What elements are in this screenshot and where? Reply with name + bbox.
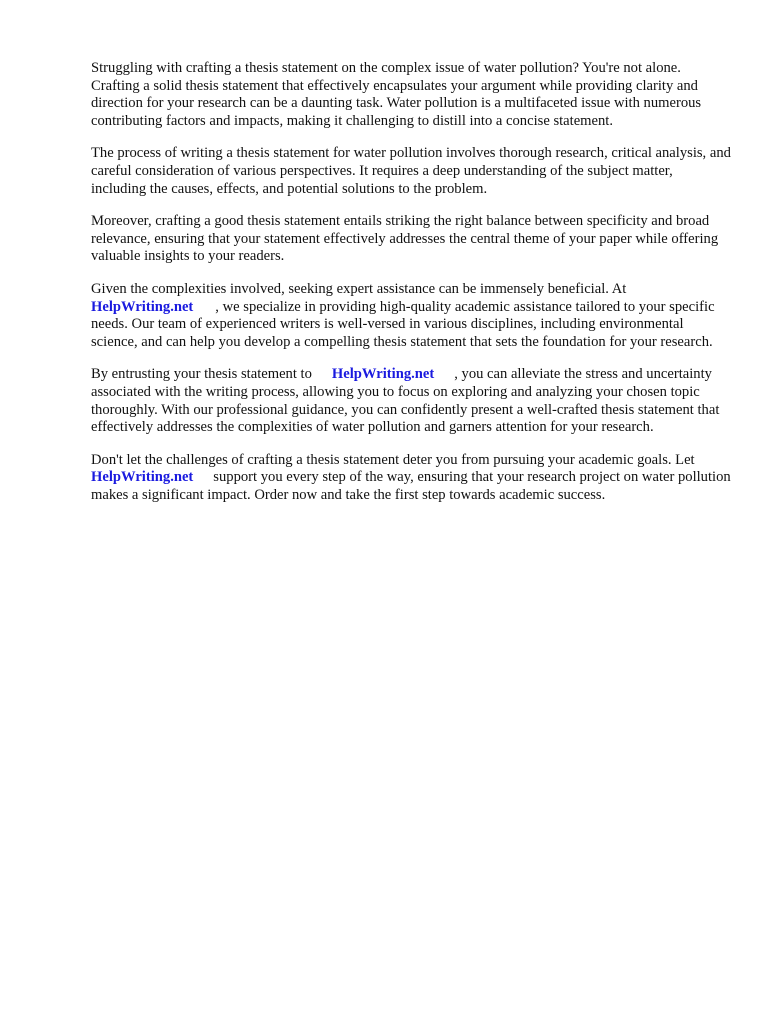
paragraph-entrusting — [91, 366, 731, 436]
paragraph-process: The process of writing a thesis statement for water pollution involves thorough research, critical analysis, and careful consideration of various perspectives. It requires a deep understanding of the subject matter, including the causes, effects, and potential solutions to the problem. — [91, 145, 731, 197]
paragraph-closing — [91, 452, 731, 505]
helpwriting-link-1[interactable]: HelpWriting.net — [91, 298, 194, 315]
paragraph-balance: Moreover, crafting a good thesis statement entails striking the right balance between specificity and broad relevance, ensuring that your statement effectively addresses the central theme of your paper while offering valuable insights to your readers. — [91, 213, 719, 265]
paragraph-closing-lead: Don't let the challenges of crafting a thesis statement deter you from pursuing your academic goals. Let — [91, 451, 695, 468]
helpwriting-link-2[interactable]: HelpWriting.net — [331, 366, 435, 383]
document-body — [91, 60, 731, 519]
paragraph-entrusting-lead: By entrusting your thesis statement to — [91, 366, 312, 383]
paragraph-assistance — [91, 281, 731, 351]
paragraph-entrusting-tail: , you can alleviate the stress and uncertainty associated with the writing process, allowing you to focus on exploring and analyzing your chosen topic thoroughly. With our professional guidance, you can confidently present a well-crafted thesis statement that effectively addresses the complexities of water pollution and garners attention for your research. — [91, 366, 720, 436]
helpwriting-link-3[interactable]: HelpWriting.net — [91, 469, 194, 486]
paragraph-intro: Struggling with crafting a thesis statement on the complex issue of water pollution? You're not alone. Crafting a solid thesis statement that effectively encapsulates your argument while providing clarity and direction for your research can be a daunting task. Water pollution is a multifaceted issue with numerous contributing factors and impacts, making it challenging to distill into a concise statement. — [91, 60, 702, 129]
paragraph-assistance-tail: , we specialize in providing high-quality academic assistance tailored to your specific needs. Our team of experienced writers is well-versed in various disciplines, including environmental science, and can help you develop a compelling thesis statement that sets the foundation for your research. — [91, 298, 715, 350]
paragraph-assistance-lead: Given the complexities involved, seeking expert assistance can be immensely beneficial. At — [91, 280, 627, 297]
paragraph-closing-tail: support you every step of the way, ensuring that your research project on water pollution makes a significant impact. Order now and take the first step towards academic success. — [91, 469, 731, 503]
